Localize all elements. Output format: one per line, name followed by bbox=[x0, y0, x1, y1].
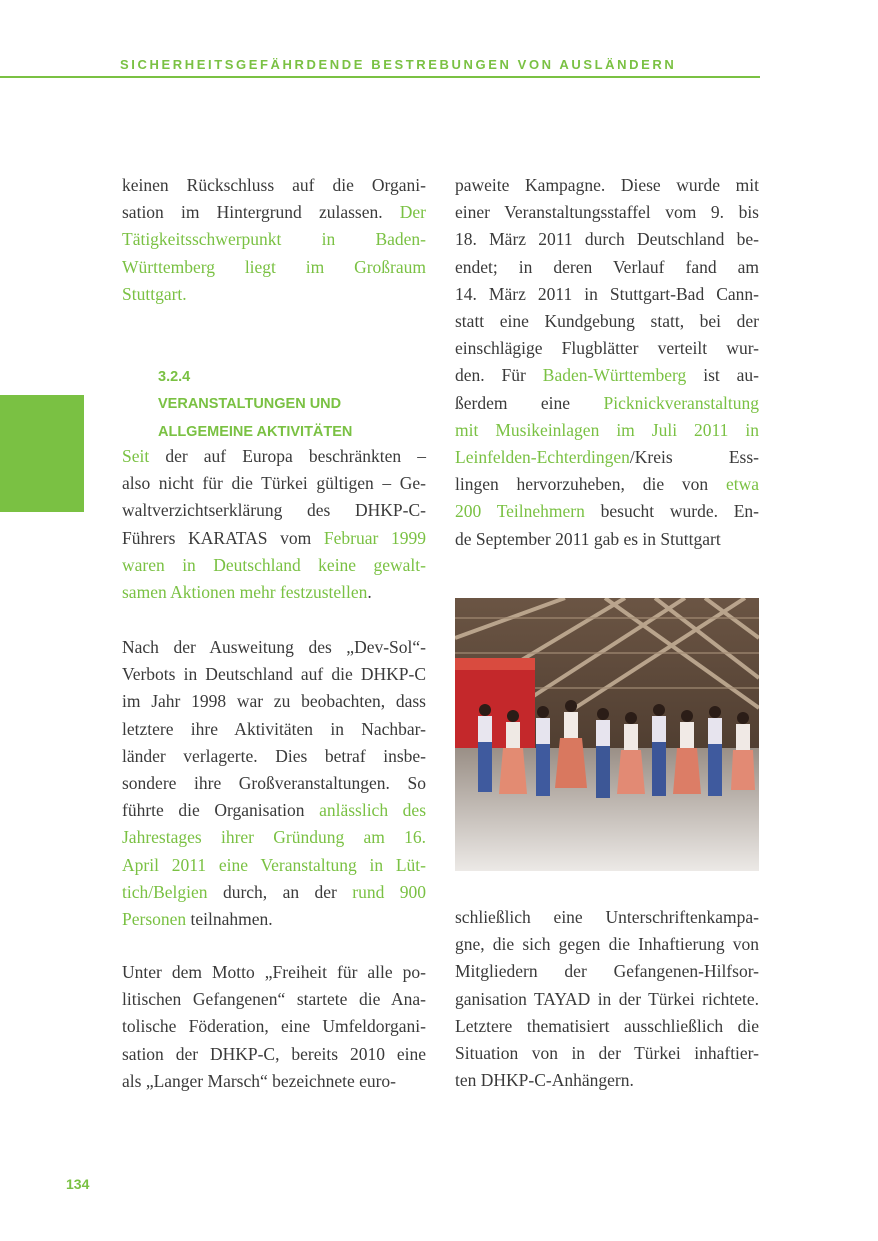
text-line bbox=[122, 716, 426, 743]
body-text: Situation von in der Türkei inhaftier- bbox=[455, 1043, 759, 1064]
text-line bbox=[122, 497, 426, 524]
highlighted-text: Der bbox=[399, 202, 426, 223]
text-line bbox=[455, 958, 759, 985]
text-line bbox=[122, 688, 426, 715]
text-line bbox=[122, 254, 426, 281]
text-line bbox=[455, 199, 759, 226]
text-line bbox=[122, 852, 426, 879]
body-text: durch, an der bbox=[207, 881, 353, 902]
text-line bbox=[122, 470, 426, 497]
text-line bbox=[455, 1067, 759, 1094]
left-paragraph-3 bbox=[122, 634, 426, 933]
body-text: einschlägige Flugblätter verteilt wur- bbox=[455, 338, 759, 359]
body-text: der auf Europa beschränkten – bbox=[149, 446, 426, 466]
body-text: Mitgliedern der Gefangenen-Hilfsor- bbox=[455, 961, 759, 982]
body-text: Nach der Ausweitung des „Dev-Sol“- bbox=[122, 637, 426, 657]
body-text: keinen Rückschluss auf die Organi- bbox=[122, 175, 426, 195]
highlighted-text: Leinfelden-Echterdingen bbox=[455, 447, 630, 468]
body-text: ßerdem eine bbox=[455, 392, 604, 413]
text-line bbox=[122, 770, 426, 797]
text-line bbox=[455, 172, 759, 199]
text-line bbox=[122, 226, 426, 253]
body-text: sation im Hintergrund zulassen. bbox=[122, 202, 400, 223]
text-line bbox=[122, 661, 426, 688]
body-text: Führers KARATAS vom bbox=[122, 527, 324, 548]
text-line bbox=[455, 471, 759, 498]
running-header: SICHERHEITSGEFÄHRDENDE BESTREBUNGEN VON AUSLÄNDERN bbox=[120, 57, 677, 72]
text-line bbox=[122, 824, 426, 851]
highlighted-text: Stuttgart. bbox=[122, 283, 187, 304]
text-line bbox=[122, 634, 426, 661]
body-text: sation der DHKP-C, bereits 2010 eine bbox=[122, 1043, 426, 1064]
body-text: Verbots in Deutschland auf die DHKP-C bbox=[122, 664, 426, 685]
text-line bbox=[122, 281, 426, 308]
body-text: 14. März 2011 in Stuttgart-Bad Cann- bbox=[455, 283, 759, 304]
body-text: als „Langer Marsch“ bezeichnete euro- bbox=[122, 1070, 397, 1091]
body-text: . bbox=[367, 582, 372, 603]
text-line bbox=[455, 226, 759, 253]
page-number: 134 bbox=[66, 1176, 90, 1192]
text-line bbox=[455, 1013, 759, 1040]
highlighted-text: Seit bbox=[122, 446, 150, 466]
body-text: endet; in deren Verlauf fand am bbox=[455, 256, 759, 277]
text-line bbox=[455, 417, 759, 444]
text-line bbox=[455, 281, 759, 308]
section-number: 3.2.4 bbox=[158, 369, 191, 385]
text-line bbox=[122, 986, 426, 1013]
section-heading bbox=[122, 363, 426, 446]
highlighted-text: mit Musikeinlagen im Juli 2011 in bbox=[455, 419, 759, 440]
text-line bbox=[122, 906, 426, 933]
text-line bbox=[455, 308, 759, 335]
text-line bbox=[122, 743, 426, 770]
body-text: lingen hervorzuheben, die von bbox=[455, 474, 726, 495]
text-line bbox=[122, 172, 426, 199]
body-text: gne, die sich gegen die Inhaftierung von bbox=[455, 934, 759, 955]
text-line bbox=[122, 443, 426, 470]
left-paragraph-2 bbox=[122, 443, 426, 606]
highlighted-text: waren in Deutschland keine gewalt- bbox=[122, 554, 426, 575]
text-line bbox=[122, 879, 426, 906]
body-text: /Kreis Ess- bbox=[629, 447, 759, 468]
text-line bbox=[122, 1013, 426, 1040]
text-line bbox=[455, 1040, 759, 1067]
photo-folk-dance-event bbox=[455, 598, 759, 871]
text-line bbox=[122, 1068, 426, 1095]
text-line bbox=[455, 904, 759, 931]
body-text: 18. März 2011 durch Deutschland be- bbox=[455, 229, 759, 250]
body-text: einer Veranstaltungsstaffel vom 9. bis bbox=[455, 202, 759, 223]
highlighted-text: 200 Teilnehmern bbox=[455, 501, 585, 522]
highlighted-text: Februar 1999 bbox=[323, 527, 426, 548]
body-text: führte die Organisation bbox=[122, 800, 320, 821]
body-text: tolische Föderation, eine Umfeldorgani- bbox=[122, 1016, 426, 1037]
body-text: schließlich eine Unterschriftenkampa- bbox=[455, 907, 759, 927]
body-text: ist au- bbox=[686, 365, 759, 386]
highlighted-text: April 2011 eine Veranstaltung in Lüt- bbox=[122, 854, 426, 875]
body-text: also nicht für die Türkei gültigen – Ge- bbox=[122, 473, 426, 494]
right-paragraph-2 bbox=[455, 904, 759, 1094]
text-line bbox=[122, 797, 426, 824]
highlighted-text: rund 900 bbox=[352, 881, 426, 902]
text-line bbox=[455, 498, 759, 525]
body-text: letztere ihre Aktivitäten in Nachbar- bbox=[122, 718, 426, 739]
highlighted-text: Personen bbox=[122, 909, 187, 930]
body-text: ten DHKP-C-Anhängern. bbox=[455, 1070, 634, 1091]
text-line bbox=[455, 986, 759, 1013]
left-paragraph-4 bbox=[122, 959, 426, 1095]
header-rule bbox=[0, 76, 760, 78]
body-text: ganisation TAYAD in der Türkei richtete. bbox=[455, 988, 759, 1009]
text-line bbox=[455, 931, 759, 958]
text-line bbox=[455, 390, 759, 417]
text-line bbox=[122, 579, 426, 606]
highlighted-text: samen Aktionen mehr festzustellen bbox=[122, 582, 368, 603]
body-text: länder verlagerte. Dies betraf insbe- bbox=[122, 745, 426, 766]
highlighted-text: tich/Belgien bbox=[122, 881, 208, 902]
text-line bbox=[455, 254, 759, 281]
highlighted-text: Baden-Württemberg bbox=[542, 365, 687, 386]
body-text: besucht wurde. En- bbox=[584, 501, 759, 522]
text-line bbox=[122, 1041, 426, 1068]
body-text: Unter dem Motto „Freiheit für alle po- bbox=[122, 962, 426, 982]
body-text: teilnahmen. bbox=[186, 909, 273, 930]
body-text: den. Für bbox=[455, 365, 543, 386]
body-text: de September 2011 gab es in Stuttgart bbox=[455, 528, 721, 549]
text-line bbox=[122, 199, 426, 226]
left-paragraph-1 bbox=[122, 172, 426, 308]
highlighted-text: Picknickveranstaltung bbox=[603, 392, 759, 413]
text-line bbox=[122, 552, 426, 579]
body-text: im Jahr 1998 war zu beobachten, dass bbox=[122, 691, 426, 712]
highlighted-text: etwa bbox=[725, 474, 759, 495]
right-paragraph-1 bbox=[455, 172, 759, 553]
highlighted-text: anlässlich des bbox=[319, 800, 427, 821]
text-line bbox=[122, 525, 426, 552]
text-line bbox=[455, 526, 759, 553]
text-line bbox=[455, 362, 759, 389]
chapter-side-tab bbox=[0, 395, 84, 512]
section-title-line-2: ALLGEMEINE AKTIVITÄTEN bbox=[158, 424, 353, 440]
body-text: litischen Gefangenen“ startete die Ana- bbox=[122, 989, 426, 1010]
text-line bbox=[455, 444, 759, 471]
body-text: statt eine Kundgebung statt, bei der bbox=[455, 311, 759, 332]
highlighted-text: Württemberg liegt im Großraum bbox=[122, 256, 426, 277]
text-line bbox=[455, 335, 759, 362]
highlighted-text: Tätigkeitsschwerpunkt in Baden- bbox=[122, 229, 426, 250]
text-line bbox=[122, 959, 426, 986]
body-text: waltverzichtserklärung des DHKP-C- bbox=[122, 500, 426, 521]
body-text: Letztere thematisiert ausschließlich die bbox=[455, 1015, 759, 1036]
body-text: paweite Kampagne. Diese wurde mit bbox=[455, 175, 759, 195]
body-text: sondere ihre Großveranstaltungen. So bbox=[122, 773, 426, 794]
highlighted-text: Jahrestages ihrer Gründung am 16. bbox=[122, 827, 426, 848]
section-title-line-1: VERANSTALTUNGEN UND bbox=[158, 396, 342, 412]
